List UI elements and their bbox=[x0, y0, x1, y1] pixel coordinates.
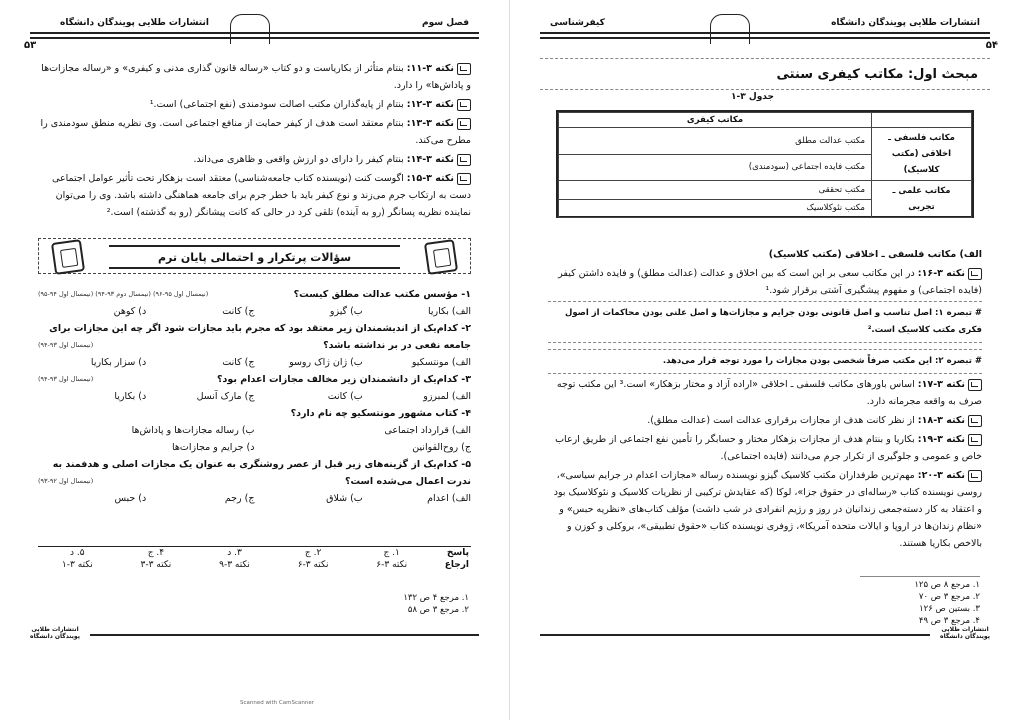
publisher-label: انتشارات طلایی پویندگان دانشگاه bbox=[60, 18, 209, 28]
note-icon bbox=[968, 415, 982, 427]
question-3: ۳- کدام‌یک از دانشمندان زیر مخالف مجازات اعدام بود؟ (نیمسال اول ۹۳-۹۴) الف) لمبرزو ب) کانت ج) مارک آنسل د) بکاریا bbox=[38, 374, 471, 402]
page-footer bbox=[30, 626, 479, 642]
note-icon bbox=[968, 434, 982, 446]
table-cell: مکتب عدالت مطلق bbox=[559, 128, 872, 155]
page-header bbox=[540, 10, 998, 51]
banner-title: سؤالات پرتکرار و احتمالی پایان ترم bbox=[109, 245, 400, 269]
section-title: مبحث اول: مکاتب کیفری سنتی bbox=[540, 58, 990, 90]
publisher-logo: انتشارات طلایی پویندگان دانشگاه bbox=[30, 626, 80, 640]
category-philosophical: مکاتب فلسفی ـ اخلاقی (مکتب کلاسیک) bbox=[872, 128, 972, 181]
note-icon bbox=[968, 379, 982, 391]
publisher-label: انتشارات طلایی پویندگان دانشگاه bbox=[831, 18, 980, 28]
page-number: ۵۴ bbox=[985, 40, 998, 51]
scan-watermark: Scanned with CamScanner bbox=[240, 700, 314, 706]
question-1: ۱- مؤسس مکتب عدالت مطلق کیست؟ (نیمسال اول ۹۵-۹۶) (نیمسال دوم ۹۳-۹۴) (نیمسال اول ۹۴-۹۵) الف) بکاریا ب) گیزو ج) کانت د) کوهن bbox=[38, 289, 471, 317]
table-caption: جدول ۳-۱ bbox=[731, 92, 774, 102]
table-cell: مکتب نئوکلاسیک bbox=[559, 199, 872, 218]
note-19: نکته ۳-۱۹: بکاریا و بنتام هدف از مجازات بزهکار مختار و حسابگر را تأمین نفع اجتماعی از طریق ارعاب خاص و عمومی و جلوگیری از تکرار جرم می‌دانند (فایده اجتماعی). bbox=[555, 434, 982, 462]
body-text bbox=[548, 246, 982, 554]
book-title-label: کیفرشناسی bbox=[550, 18, 605, 28]
page-footer bbox=[540, 626, 990, 642]
note-18: نکته ۳-۱۸: از نظر کانت هدف از مجازات برقراری عدالت است (عدالت مطلق). bbox=[548, 412, 982, 429]
note-11: نکته ۳-۱۱: بنتام متأثر از بکاریاست و دو کتاب «رساله قانون گذاری مدنی و کیفری» و «رساله مجازات‌ها و پاداش‌ها» را دارد. bbox=[41, 63, 471, 91]
page-number: ۵۳ bbox=[24, 40, 37, 51]
publisher-logo: انتشارات طلایی پویندگان دانشگاه bbox=[940, 626, 990, 640]
note-icon bbox=[457, 173, 471, 185]
question-4: ۴- کتاب مشهور مونتسکیو چه نام دارد؟ الف) قرارداد اجتماعی ب) رساله مجازات‌ها و پاداش‌ها ج) روح‌القوانین د) جرایم و مجازات‌ها bbox=[131, 408, 471, 453]
table-header: مکاتب کیفری bbox=[559, 113, 872, 128]
note-13: نکته ۳-۱۳: بنتام معتقد است هدف از کیفر حمایت از منافع اجتماعی است. وی نظریه منطق سودمندی را مطرح می‌کند. bbox=[40, 118, 471, 146]
answer-key-table bbox=[38, 546, 471, 571]
page-54 bbox=[510, 0, 1020, 720]
note-icon bbox=[457, 99, 471, 111]
page-header bbox=[24, 10, 479, 51]
exam-paper-icon bbox=[51, 239, 85, 275]
question-5: ۵- کدام‌یک از گزینه‌های زیر قبل از عصر روشنگری به عنوان یک مجازات اصلی و هدفمند به ندرت اعمال می‌شده است؟ (نیمسال اول ۹۲-۹۳) الف) اعدام ب) شلاق ج) رجم د) حبس bbox=[38, 459, 471, 504]
header-ornament-icon bbox=[230, 14, 270, 44]
notes-block bbox=[38, 60, 471, 223]
category-scientific: مکاتب علمی ـ تجربی bbox=[872, 181, 972, 218]
table-cell: مکتب فایده اجتماعی (سودمندی) bbox=[559, 154, 872, 181]
subheading: الف) مکاتب فلسفی ـ اخلاقی (مکتب کلاسیک) bbox=[768, 249, 982, 260]
tabsare-1: # تبصره ۱: اصل تناسب و اصل قانونی بودن جرایم و مجازات‌ها و اصل علنی بودن محاکمات از اصول فکری مکتب کلاسیک است.² bbox=[548, 301, 982, 343]
note-15: نکته ۳-۱۵: اگوست کنت (نویسنده کتاب جامعه‌شناسی) معتقد است بزهکار تحت تأثیر عوامل اجتماعی دست به ارتکاب جرم می‌زند و نوع کیفر باید با خطر جرم برای جامعه هماهنگی داشته باشد. وی را می‌توان نماینده نظریه پسانگر (رو به آینده) تلقی کرد در حالی که کانت پیشانگر (رو به گذشته) است.² bbox=[52, 173, 471, 218]
refs-row: ارجاع نکته ۳-۶ نکته ۳-۶ نکته ۳-۹ نکته ۳-۳ نکته ۳-۱ bbox=[61, 560, 469, 570]
note-20: نکته ۳-۲۰: مهم‌ترین طرفداران مکتب کلاسیک گیزو نویسنده رساله «مجازات اعدام در جرایم سیاسی»، روسی نویسنده کتاب «رساله‌ای در حقوق جزا»، لوکا (که عقایدش ترکیبی از نظریات کلاسیک و نئوکلاسیک بود و اعتقاد به کار دسته‌جمعی زندانیان در روز و رژیم انفرادی در شب داشت) مؤلف کتاب‌های «نظریه حبس» و «نظام زندان‌ها در اروپا و ایالات متحده آمریکا»، ژوفری نویسنده کتاب «حقوق تطبیقی»، بروکلی و کوزن و بالاخص بکاریا هستند. bbox=[553, 470, 982, 549]
exam-paper-icon bbox=[424, 239, 458, 275]
note-icon bbox=[968, 470, 982, 482]
answers-row: پاسخ ۱. ج ۲. ج ۳. د ۴. ج ۵. د bbox=[70, 548, 469, 558]
chapter-label: فصل سوم bbox=[421, 18, 469, 28]
note-14: نکته ۳-۱۴: بنتام کیفر را دارای دو ارزش واقعی و ظاهری می‌داند. bbox=[38, 151, 471, 168]
question-list bbox=[38, 286, 471, 507]
note-icon bbox=[457, 154, 471, 166]
tabsare-2: # تبصره ۲: این مکتب صرفاً شخصی بودن مجازات را مورد توجه قرار می‌دهد. bbox=[548, 349, 982, 374]
note-icon bbox=[457, 63, 471, 75]
table-cell: مکتب تحققی bbox=[559, 181, 872, 200]
header-ornament-icon bbox=[710, 14, 750, 44]
note-17: نکته ۳-۱۷: اساس باورهای مکاتب فلسفی ـ اخلاقی «اراده آزاد و مختار بزهکار» است.³ این مکتب توجه صرف به واقعه مجرمانه دارد. bbox=[556, 379, 982, 407]
note-icon bbox=[457, 118, 471, 130]
note-icon bbox=[968, 268, 982, 280]
questions-banner bbox=[38, 238, 471, 274]
note-12: نکته ۳-۱۲: بنتام از پایه‌گذاران مکتب اصالت سودمندی (نفع اجتماعی) است.¹ bbox=[38, 96, 471, 113]
note-16: نکته ۳-۱۶: در این مکاتب سعی بر این است که بین اخلاق و عدالت (عدالت مطلق) و فایده داشتن کیفر (فایده اجتماعی) و مفهوم پیشگیری آشتی برقرار شود.¹ bbox=[558, 268, 982, 296]
schools-table bbox=[556, 110, 974, 218]
footnotes: ۱. مرجع ۸ ص ۱۲۵ ۲. مرجع ۳ ص ۷۰ ۳. بستین ص ۱۲۶ ۴. مرجع ۳ ص ۴۹ bbox=[860, 576, 980, 627]
question-2: ۲- کدام‌یک از اندیشمندان زیر معتقد بود که مجرم باید مجازات شود اگر چه این مجازات برای جامعه نفعی در بر نداشته باشد؟ (نیمسال اول ۹۳-۹۴) الف) مونتسکیو ب) ژان ژاک روسو ج) کانت د) سزار بکاریا bbox=[38, 323, 471, 368]
footnotes: ۱. مرجع ۴ ص ۱۳۲ ۲. مرجع ۳ ص ۵۸ bbox=[403, 593, 469, 615]
